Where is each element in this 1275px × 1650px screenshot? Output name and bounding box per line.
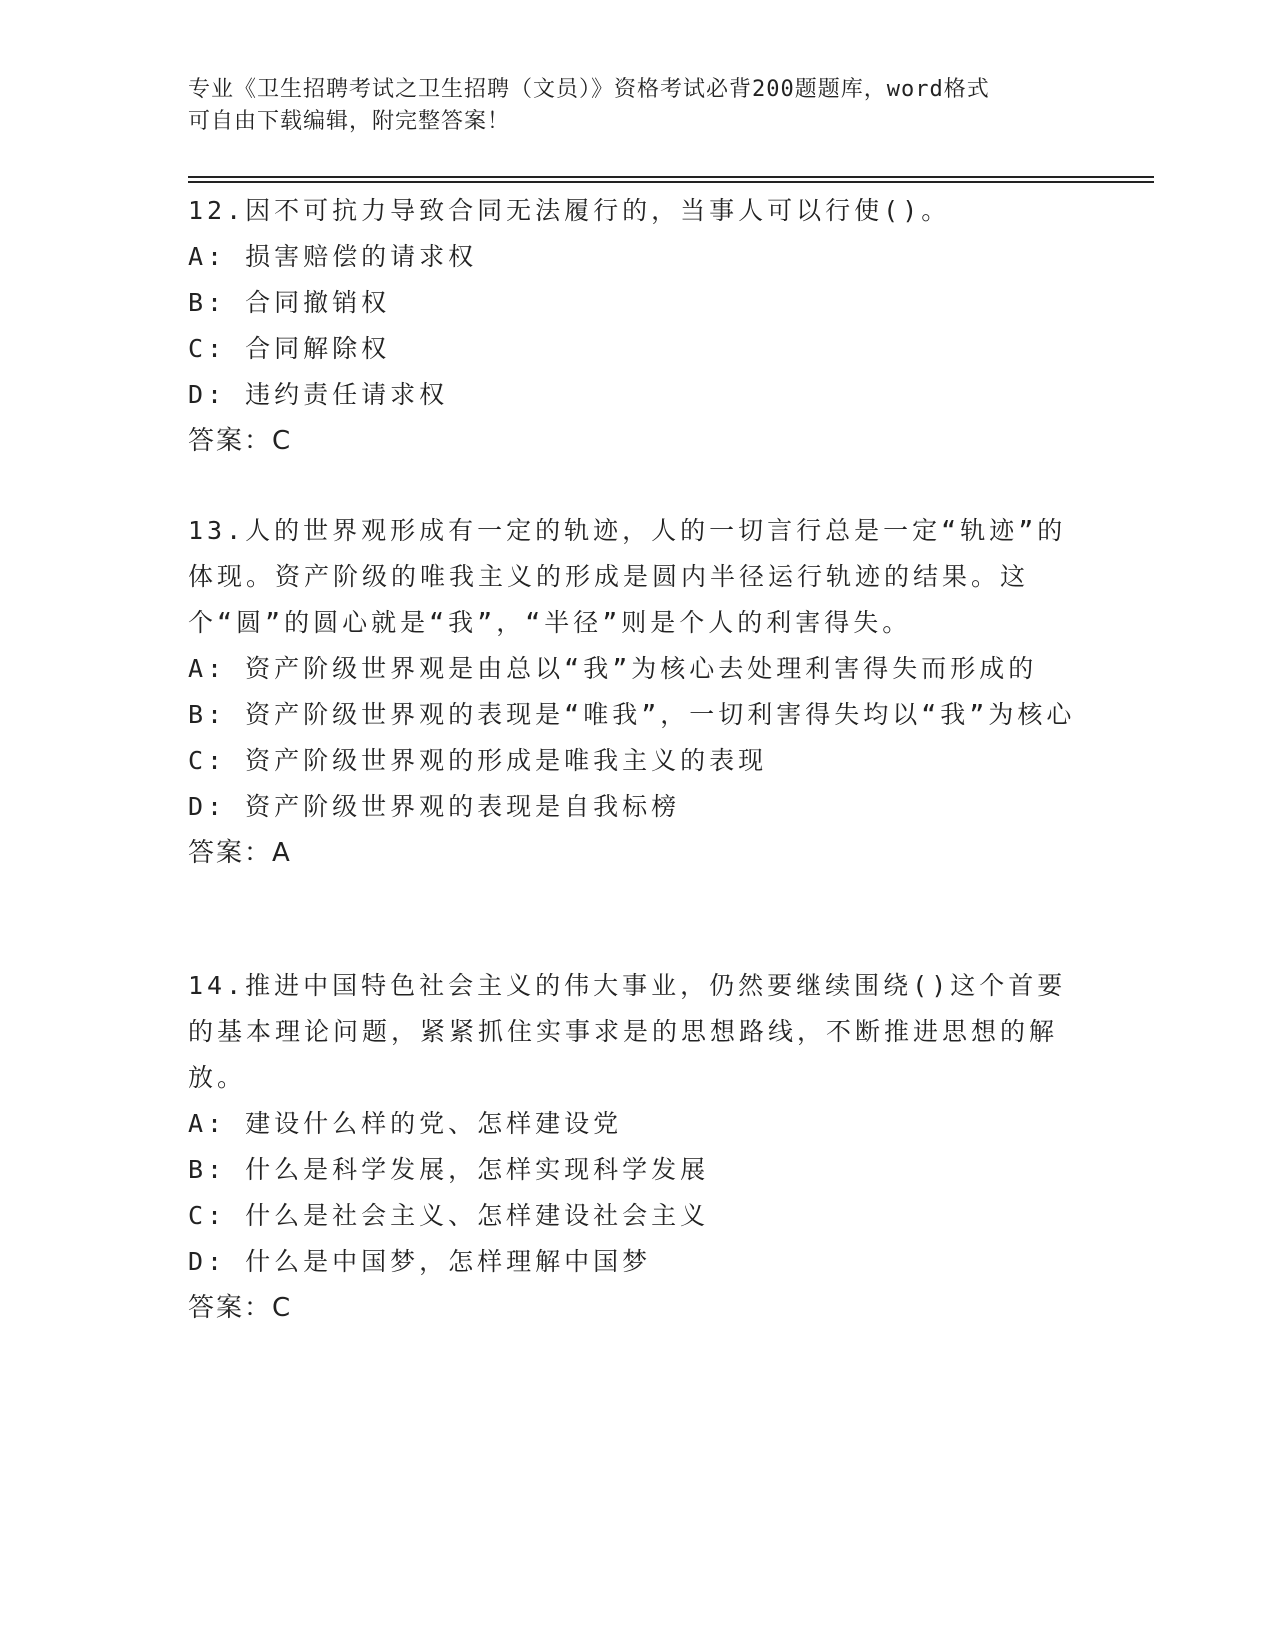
option-a: A: 建设什么样的党、怎样建设党 xyxy=(188,1109,623,1138)
question-block xyxy=(188,508,1088,876)
answer-label: 答案：C xyxy=(188,1293,293,1323)
question-text: 12.因不可抗力导致合同无法履行的，当事人可以行使()。 xyxy=(188,196,951,225)
header-divider-top xyxy=(188,176,1154,178)
header-line-1: 专业《卫生招聘考试之卫生招聘（文员）》资格考试必背200题题库，word格式 xyxy=(188,77,990,102)
option-a: A: 资产阶级世界观是由总以“我”为核心去处理利害得失而形成的 xyxy=(188,654,1038,683)
question-text: 14.推进中国特色社会主义的伟大事业，仍然要继续围绕()这个首要的基本理论问题，紧紧抓住实事求是的思想路线，不断推进思想的解放。 xyxy=(188,971,1067,1092)
document-header xyxy=(188,74,1068,138)
answer-label: 答案：A xyxy=(188,838,292,868)
option-d: D: 什么是中国梦，怎样理解中国梦 xyxy=(188,1247,652,1276)
option-c: C: 合同解除权 xyxy=(188,334,391,363)
header-divider-bottom xyxy=(188,181,1154,183)
header-line-2: 可自由下载编辑，附完整答案！ xyxy=(188,109,511,134)
option-b: B: 合同撤销权 xyxy=(188,288,391,317)
option-a: A: 损害赔偿的请求权 xyxy=(188,242,478,271)
option-d: D: 违约责任请求权 xyxy=(188,380,449,409)
question-text: 13.人的世界观形成有一定的轨迹，人的一切言行总是一定“轨迹”的体现。资产阶级的唯我主义的形成是圆内半径运行轨迹的结果。这个“圆”的圆心就是“我”，“半径”则是个人的利害得失。 xyxy=(188,516,1067,637)
option-b: B: 资产阶级世界观的表现是“唯我”，一切利害得失均以“我”为核心 xyxy=(188,700,1076,729)
answer-label: 答案：C xyxy=(188,426,293,456)
option-d: D: 资产阶级世界观的表现是自我标榜 xyxy=(188,792,681,821)
option-c: C: 资产阶级世界观的形成是唯我主义的表现 xyxy=(188,746,768,775)
question-block xyxy=(188,188,1088,464)
option-b: B: 什么是科学发展，怎样实现科学发展 xyxy=(188,1155,710,1184)
option-c: C: 什么是社会主义、怎样建设社会主义 xyxy=(188,1201,710,1230)
question-block xyxy=(188,963,1088,1331)
